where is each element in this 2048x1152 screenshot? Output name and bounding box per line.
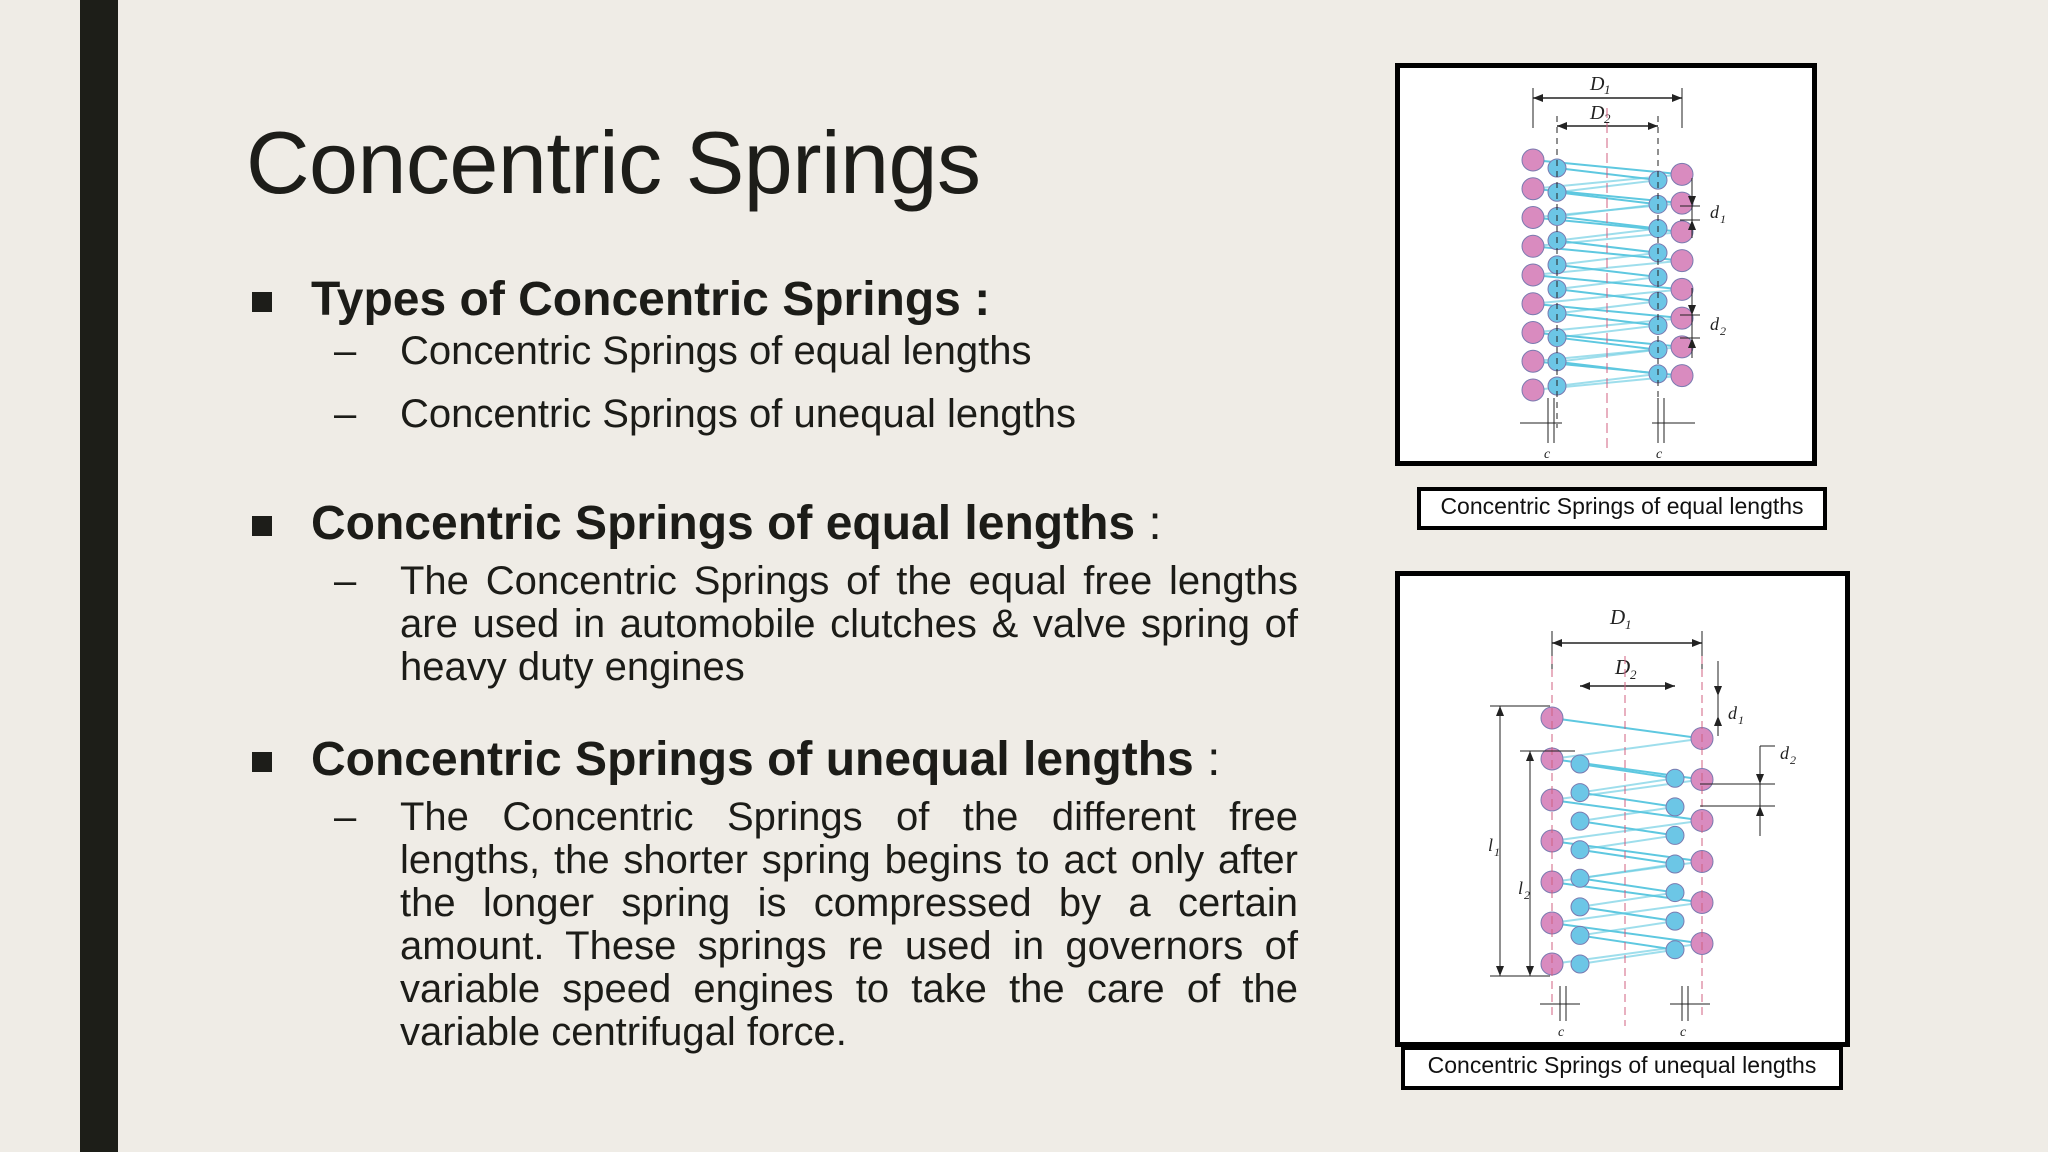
- inner-spring-coil-section: [1666, 769, 1684, 787]
- label-d2: d: [1710, 314, 1719, 334]
- label-c-right: c: [1656, 447, 1663, 461]
- label-D2: D: [1590, 102, 1605, 124]
- outer-spring-coil-section: [1522, 350, 1544, 372]
- dash-bullet: –: [334, 795, 357, 839]
- list-item-text: Concentric Springs of unequal lengths: [400, 392, 1076, 436]
- list-item-text: The Concentric Springs of the different free lengths, the shorter spring begins to act only after the longer spring is compressed by a certain amount. These springs re used in governors of variable speed engines to take the care of the variable centrifugal force.: [400, 795, 1298, 1054]
- outer-spring-coil-section: [1522, 264, 1544, 286]
- outer-spring-coil-section: [1522, 379, 1544, 401]
- inner-spring-coil-section: [1571, 812, 1589, 830]
- inner-spring-coil-section: [1666, 912, 1684, 930]
- equal-springs-figure: [1395, 63, 1817, 466]
- inner-spring-coil-section: [1666, 798, 1684, 816]
- label-d1-sub: 1: [1738, 713, 1744, 727]
- label-c-right: c: [1680, 1025, 1687, 1040]
- dash-bullet: –: [334, 329, 357, 373]
- inner-spring-coil-section: [1666, 941, 1684, 959]
- unequal-springs-caption: Concentric Springs of unequal lengths: [1401, 1046, 1843, 1090]
- label-D2: D: [1615, 655, 1631, 679]
- equal-springs-caption: Concentric Springs of equal lengths: [1417, 487, 1827, 530]
- label-l1-sub: 1: [1494, 845, 1500, 859]
- inner-spring-coil-section: [1666, 855, 1684, 873]
- label-d2: d: [1780, 743, 1789, 763]
- section-types: [246, 270, 1326, 436]
- section-heading-bold: Concentric Springs of equal lengths: [311, 497, 1136, 550]
- outer-spring-coil-section: [1671, 250, 1693, 272]
- label-D1-sub: 1: [1604, 82, 1611, 97]
- label-d2-sub: 2: [1790, 753, 1796, 767]
- label-c-left: c: [1558, 1025, 1565, 1040]
- outer-spring-coil-section: [1671, 307, 1693, 329]
- section-heading: [246, 730, 1326, 790]
- outer-spring-coil-section: [1522, 322, 1544, 344]
- square-bullet-icon: [252, 292, 272, 312]
- section-heading: [246, 494, 1326, 554]
- unequal-springs-figure: [1395, 571, 1850, 1047]
- inner-spring-coil-section: [1571, 926, 1589, 944]
- list-item: [246, 393, 1326, 436]
- section-unequal-lengths: [246, 730, 1326, 1054]
- slide-title: Concentric Springs: [246, 113, 981, 212]
- outer-spring-coil-section: [1522, 235, 1544, 257]
- square-bullet-icon: [252, 752, 272, 772]
- unequal-springs-diagram: [1400, 576, 1845, 1042]
- inner-spring-coil-section: [1571, 784, 1589, 802]
- label-d1: d: [1710, 202, 1719, 222]
- left-accent-bar: [80, 0, 118, 1152]
- list-item-text: Concentric Springs of equal lengths: [400, 329, 1032, 373]
- section-heading-bold: Types of Concentric Springs :: [311, 273, 991, 326]
- dash-bullet: –: [334, 559, 357, 603]
- label-D1-sub: 1: [1625, 617, 1632, 632]
- outer-spring-coil-section: [1671, 192, 1693, 214]
- label-D1: D: [1590, 73, 1605, 95]
- outer-spring-coil-section: [1671, 365, 1693, 387]
- inner-spring-coil-section: [1666, 826, 1684, 844]
- section-heading-plain: :: [1193, 733, 1221, 786]
- label-D2-sub: 2: [1630, 667, 1637, 682]
- section-heading: [246, 270, 1326, 330]
- outer-spring-coil-section: [1522, 207, 1544, 229]
- equal-springs-diagram: [1400, 68, 1812, 461]
- outer-spring-coil-section: [1671, 278, 1693, 300]
- label-l2: l: [1518, 878, 1524, 898]
- dash-bullet: –: [334, 392, 357, 436]
- label-D1: D: [1610, 605, 1626, 629]
- label-D2-sub: 2: [1604, 111, 1611, 126]
- inner-spring-coil-section: [1571, 755, 1589, 773]
- outer-spring-coil-section: [1522, 178, 1544, 200]
- outer-spring-coil-section: [1671, 221, 1693, 243]
- list-item-text: The Concentric Springs of the equal free lengths are used in automobile clutches & valve spring of heavy duty engines: [400, 559, 1298, 689]
- inner-spring-coil-section: [1571, 841, 1589, 859]
- list-item: [246, 330, 1326, 373]
- label-d1-sub: 1: [1720, 212, 1726, 226]
- label-d2-sub: 2: [1720, 324, 1726, 338]
- section-equal-lengths: [246, 494, 1326, 689]
- inner-spring-coil-section: [1571, 869, 1589, 887]
- list-item: [246, 560, 1326, 689]
- outer-spring-coil-section: [1671, 163, 1693, 185]
- label-c-left: c: [1544, 447, 1551, 461]
- inner-spring-coil-section: [1666, 884, 1684, 902]
- list-item: [246, 796, 1326, 1054]
- label-l2-sub: 2: [1524, 888, 1530, 902]
- outer-spring-coil-section: [1522, 293, 1544, 315]
- inner-spring-coil-section: [1571, 955, 1589, 973]
- label-d1: d: [1728, 703, 1737, 723]
- outer-spring-coil-section: [1522, 149, 1544, 171]
- section-heading-bold: Concentric Springs of unequal lengths: [311, 733, 1194, 786]
- section-heading-plain: :: [1135, 497, 1162, 550]
- inner-spring-coil-section: [1571, 898, 1589, 916]
- label-l1: l: [1488, 835, 1494, 855]
- square-bullet-icon: [252, 516, 272, 536]
